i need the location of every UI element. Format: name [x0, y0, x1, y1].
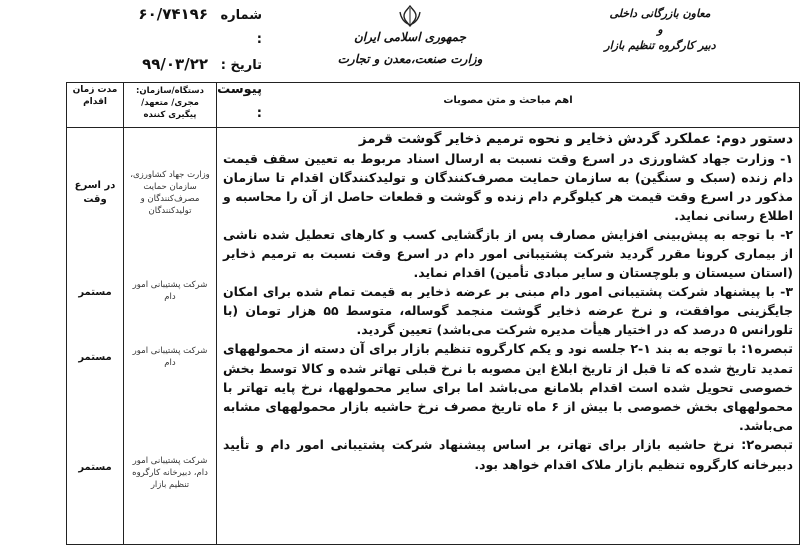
note-1-label: تبصره۱: — [741, 342, 793, 357]
resolution-2: ۲- با توجه به پیش‌بینی افزایش مصارف پس از بازگشایی کسب و کارهای تعطیل شده ناشی از بیماری کرونا مقرر گردید شرکت پشتیبانی امور دام در اسرع وقت نسبت به ترمیم ذخایر (استان سیستان و بلوچستان و سایر مبادی تأمین) اقدام نماید. — [223, 227, 793, 280]
office-line-3: دبیر کارگروه تنظیم بازار — [604, 39, 716, 52]
ministry-title — [315, 26, 505, 70]
attachment-label: پیوست : — [217, 82, 262, 121]
row-3-agency: شرکت پشتیبانی امور دام — [132, 346, 208, 368]
office-line-1: معاون بازرگانی داخلی — [609, 7, 711, 20]
row-1-agency: وزارت جهاد کشاورزی، سازمان حمایت مصرف‌کنندگان و تولیدکنندگان — [130, 170, 210, 216]
number-label: شماره : — [220, 8, 262, 47]
row-1-time: در اسرع وقت — [74, 180, 116, 205]
header-divider — [67, 127, 799, 128]
ministry-name: وزارت صنعت،معدن و تجارت — [337, 52, 483, 66]
time-column-header: مدت زمان اقدام — [72, 85, 118, 107]
emblem-icon — [395, 4, 425, 28]
date-row — [62, 52, 262, 78]
date-value: ۹۹/۰۳/۲۲ — [142, 55, 208, 73]
number-row — [62, 2, 262, 52]
row-4-agency: شرکت پشتیبانی امور دام، دبیرخانه کارگروه تنظیم بازار — [132, 456, 208, 490]
resolution-1: ۱- وزارت جهاد کشاورزی در اسرع وقت نسبت به ارسال اسناد مربوط به تعیین سقف قیمت دام زنده (سبک و سنگین) به سازمان حمایت مصرف‌کنندگان و تولیدکنندگان اقدام تا سازمان مذکور در اسرع وقت قیمت هر کیلوگرم دام زنده و گوشت و قطعات حاصل از آن را محاسبه و اطلاع رسانی نماید. — [223, 151, 793, 223]
resolution-3: ۳- با پیشنهاد شرکت پشتیبانی امور دام مبنی بر عرضه ذخایر به قیمت تمام شده برای امکان جایگزینی موافقت، و نرخ عرضه ذخایر گوشت منجمد گوساله، متوسط ۵۵ هزار تومان (با تلورانس ۵ درصد که در اختیار هیأت مدیره شرکت می‌باشد) تعیین گردید. — [223, 284, 793, 337]
directive-title: دستور دوم: عملکرد گردش ذخایر و نحوه ترمیم ذخایر گوشت قرمز — [358, 131, 793, 147]
note-1 — [223, 339, 793, 435]
country-name: جمهوری اسلامی ایران — [353, 30, 467, 44]
number-value: ۶۰/۷۴۱۹۶ — [138, 5, 208, 23]
row-2-time: مستمر — [78, 287, 112, 298]
row-4-time: مستمر — [78, 462, 112, 473]
resolutions-table — [66, 82, 800, 545]
topics-column-header: اهم مباحث و متن مصوبات — [443, 95, 573, 106]
column-divider — [123, 83, 124, 544]
resolutions-content — [217, 129, 799, 474]
date-label: تاریخ : — [220, 58, 262, 73]
office-line-2: و — [657, 23, 663, 36]
office-title — [590, 6, 730, 54]
row-3-time: مستمر — [78, 352, 112, 363]
note-2-text: نرخ حاشیه بازار برای تهاتر، بر اساس پیشنهاد شرکت پشتیبانی امور دام و تأیید دبیرخانه کارگروه تنظیم بازار ملاک اقدام خواهد بود. — [223, 437, 793, 472]
note-1-text: با توجه به بند ۱-۲ جلسه نود و یکم کارگروه تنظیم بازار برای آن دسته از محمولههای تمدید تاریخ شده که تا قبل از تاریخ ابلاغ این مصوبه با نرخ قبلی تهاتر شده و کالا توسط بخش خصوصی تحویل شده است اقدام بلامانع می‌باشد اما برای سایر محمولهها، نرخ پایه تهاتر با محمولههای بخش خصوصی با بیش از ۶ ماه تاریخ مصرف نرخ حاشیه بازار محمولههای مشابه می‌باشد. — [223, 341, 793, 433]
note-2-label: تبصره۲: — [741, 438, 793, 453]
note-2 — [223, 435, 793, 474]
row-2-agency: شرکت پشتیبانی امور دام — [132, 280, 208, 302]
agency-column-header: دستگاه/سازمان: مجری/ متعهد/ پیگیری کننده — [136, 86, 204, 120]
